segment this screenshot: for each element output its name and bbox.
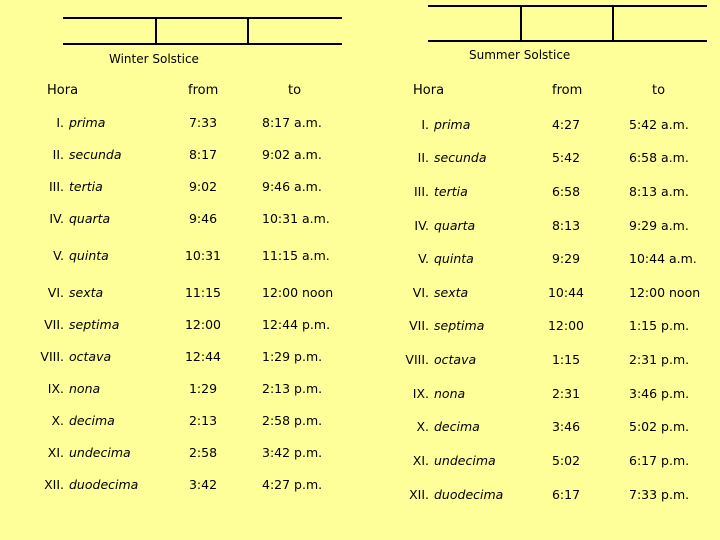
winter-from-header: from bbox=[188, 83, 219, 98]
from-time: 10:31 bbox=[184, 248, 222, 263]
hora-name: quarta bbox=[69, 211, 111, 226]
to-time: 6:17 p.m. bbox=[629, 453, 690, 468]
from-time: 5:42 bbox=[551, 150, 581, 165]
from-time: 2:31 bbox=[551, 386, 581, 401]
hora-name: duodecima bbox=[69, 477, 139, 492]
hora-name: octava bbox=[434, 352, 477, 367]
summer-hora-header: Hora bbox=[413, 83, 445, 98]
hora-name: decima bbox=[69, 413, 115, 428]
winter-header-cell bbox=[155, 19, 157, 43]
from-time: 12:00 bbox=[547, 318, 585, 333]
from-time: 10:44 bbox=[547, 285, 585, 300]
table-row bbox=[0, 285, 720, 303]
to-time: 9:46 a.m. bbox=[262, 179, 322, 194]
summer-header-cell bbox=[520, 7, 522, 40]
to-time: 8:17 a.m. bbox=[262, 115, 322, 130]
to-time: 9:29 a.m. bbox=[629, 218, 689, 233]
table-row bbox=[0, 218, 720, 236]
hora-name: quinta bbox=[434, 251, 474, 266]
to-time: 2:13 p.m. bbox=[262, 381, 323, 396]
winter-header-box bbox=[63, 17, 342, 45]
from-time: 3:46 bbox=[551, 419, 581, 434]
hora-name: sexta bbox=[69, 285, 104, 300]
to-time: 7:33 p.m. bbox=[629, 487, 690, 502]
hora-name: nona bbox=[69, 381, 101, 396]
hora-numeral: X. bbox=[51, 413, 64, 428]
hora-numeral: VIII. bbox=[405, 352, 429, 367]
table-row bbox=[0, 453, 720, 471]
summer-title: Summer Solstice bbox=[469, 48, 571, 62]
hora-numeral: XI. bbox=[412, 453, 429, 468]
hora-name: secunda bbox=[434, 150, 487, 165]
from-time: 12:44 bbox=[184, 349, 222, 364]
table-row bbox=[0, 184, 720, 202]
to-time: 5:42 a.m. bbox=[629, 117, 689, 132]
to-time: 8:13 a.m. bbox=[629, 184, 689, 199]
from-time: 3:42 bbox=[188, 477, 218, 492]
winter-hora-header: Hora bbox=[47, 83, 79, 98]
hora-numeral: II. bbox=[417, 150, 429, 165]
to-time: 2:58 p.m. bbox=[262, 413, 323, 428]
hora-numeral: I. bbox=[56, 115, 64, 130]
hora-name: prima bbox=[69, 115, 106, 130]
hora-name: septima bbox=[434, 318, 485, 333]
table-row bbox=[0, 150, 720, 168]
summer-from-header: from bbox=[552, 83, 583, 98]
from-time: 9:46 bbox=[188, 211, 218, 226]
from-time: 8:13 bbox=[551, 218, 581, 233]
to-time: 9:02 a.m. bbox=[262, 147, 322, 162]
hora-numeral: III. bbox=[48, 179, 64, 194]
to-time: 1:15 p.m. bbox=[629, 318, 690, 333]
from-time: 11:15 bbox=[184, 285, 222, 300]
to-time: 10:31 a.m. bbox=[262, 211, 330, 226]
hora-name: secunda bbox=[69, 147, 122, 162]
hora-name: decima bbox=[434, 419, 480, 434]
hora-numeral: XII. bbox=[409, 487, 429, 502]
table-row bbox=[0, 352, 720, 370]
hora-name: septima bbox=[69, 317, 120, 332]
hora-name: quinta bbox=[69, 248, 109, 263]
winter-title: Winter Solstice bbox=[109, 52, 199, 66]
to-time: 1:29 p.m. bbox=[262, 349, 323, 364]
hora-name: undecima bbox=[69, 445, 131, 460]
table-row bbox=[0, 419, 720, 437]
hora-name: quarta bbox=[434, 218, 476, 233]
hora-numeral: IX. bbox=[412, 386, 429, 401]
hora-name: nona bbox=[434, 386, 466, 401]
hora-numeral: IV. bbox=[49, 211, 64, 226]
to-time: 3:46 p.m. bbox=[629, 386, 690, 401]
hora-numeral: VII. bbox=[409, 318, 429, 333]
summer-header-cell bbox=[612, 7, 614, 40]
hora-numeral: V. bbox=[418, 251, 429, 266]
hora-name: undecima bbox=[434, 453, 496, 468]
hora-numeral: I. bbox=[421, 117, 429, 132]
to-time: 6:58 a.m. bbox=[629, 150, 689, 165]
hora-numeral: IV. bbox=[414, 218, 429, 233]
hora-name: prima bbox=[434, 117, 471, 132]
table-row bbox=[0, 487, 720, 505]
hora-numeral: VI. bbox=[47, 285, 64, 300]
hora-numeral: XI. bbox=[47, 445, 64, 460]
hora-numeral: XII. bbox=[44, 477, 64, 492]
to-time: 11:15 a.m. bbox=[262, 248, 330, 263]
from-time: 9:29 bbox=[551, 251, 581, 266]
table-row bbox=[0, 386, 720, 404]
hora-numeral: II. bbox=[52, 147, 64, 162]
from-time: 1:29 bbox=[188, 381, 218, 396]
to-time: 3:42 p.m. bbox=[262, 445, 323, 460]
summer-to-header: to bbox=[652, 83, 666, 98]
summer-header-box bbox=[428, 5, 707, 42]
hora-numeral: X. bbox=[416, 419, 429, 434]
from-time: 12:00 bbox=[184, 317, 222, 332]
hora-numeral: VI. bbox=[412, 285, 429, 300]
hora-name: tertia bbox=[69, 179, 103, 194]
to-time: 2:31 p.m. bbox=[629, 352, 690, 367]
winter-header-cell bbox=[247, 19, 249, 43]
hora-name: tertia bbox=[434, 184, 468, 199]
from-time: 7:33 bbox=[188, 115, 218, 130]
from-time: 9:02 bbox=[188, 179, 218, 194]
to-time: 12:00 noon bbox=[629, 285, 701, 300]
from-time: 4:27 bbox=[551, 117, 581, 132]
from-time: 2:58 bbox=[188, 445, 218, 460]
table-row bbox=[0, 251, 720, 269]
hora-numeral: VIII. bbox=[40, 349, 64, 364]
table-row bbox=[0, 117, 720, 135]
hora-numeral: VII. bbox=[44, 317, 64, 332]
from-time: 5:02 bbox=[551, 453, 581, 468]
winter-to-header: to bbox=[288, 83, 302, 98]
to-time: 12:00 noon bbox=[262, 285, 334, 300]
hora-name: octava bbox=[69, 349, 112, 364]
to-time: 5:02 p.m. bbox=[629, 419, 690, 434]
to-time: 4:27 p.m. bbox=[262, 477, 323, 492]
table-row bbox=[0, 318, 720, 336]
hora-numeral: III. bbox=[413, 184, 429, 199]
from-time: 1:15 bbox=[551, 352, 581, 367]
hora-numeral: IX. bbox=[47, 381, 64, 396]
hora-name: duodecima bbox=[434, 487, 504, 502]
from-time: 6:17 bbox=[551, 487, 581, 502]
from-time: 8:17 bbox=[188, 147, 218, 162]
from-time: 6:58 bbox=[551, 184, 581, 199]
hora-numeral: V. bbox=[53, 248, 64, 263]
to-time: 12:44 p.m. bbox=[262, 317, 331, 332]
to-time: 10:44 a.m. bbox=[629, 251, 697, 266]
from-time: 2:13 bbox=[188, 413, 218, 428]
hora-name: sexta bbox=[434, 285, 469, 300]
